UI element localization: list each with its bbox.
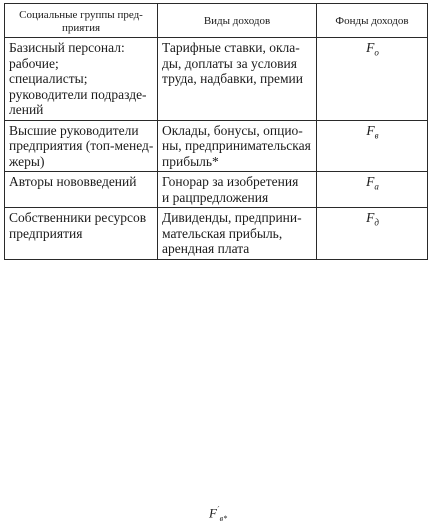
income-type-cell: Дивиденды, предприни- мательская прибыль, арендная плата <box>158 208 317 260</box>
social-group-cell: Авторы нововведений <box>5 172 158 208</box>
income-type-cell: Тарифные ставки, окла- ды, доплаты за условия труда, надбавки, премии <box>158 38 317 121</box>
formula-symbol: $F^´_{в*}$ <box>209 505 228 523</box>
income-fund-cell: $F_о$ <box>317 38 428 121</box>
table-row <box>5 120 428 172</box>
table-header-row <box>5 4 428 38</box>
table-row <box>5 172 428 208</box>
table-row <box>5 208 428 260</box>
header-social-groups: Социальные группы пред- приятия <box>5 4 158 38</box>
social-group-cell: Высшие руководители предприятия (топ-менед- жеры) <box>5 120 158 172</box>
income-fund-cell: $F_в$ <box>317 120 428 172</box>
social-group-cell: Базисный персонал: рабочие; специалисты; руководители подразде- лений <box>5 38 158 121</box>
income-type-cell: Гонорар за изобретения и рацпредложения <box>158 172 317 208</box>
income-fund-cell: $F_а$ <box>317 172 428 208</box>
income-table <box>4 3 428 260</box>
social-group-cell: Собственники ресурсов предприятия <box>5 208 158 260</box>
income-type-cell: Оклады, бонусы, опцио- ны, предпринимательская прибыль* <box>158 120 317 172</box>
header-income-funds: Фонды доходов <box>317 4 428 38</box>
income-fund-cell: $F_д$ <box>317 208 428 260</box>
header-income-types: Виды доходов <box>158 4 317 38</box>
table-row <box>5 38 428 121</box>
